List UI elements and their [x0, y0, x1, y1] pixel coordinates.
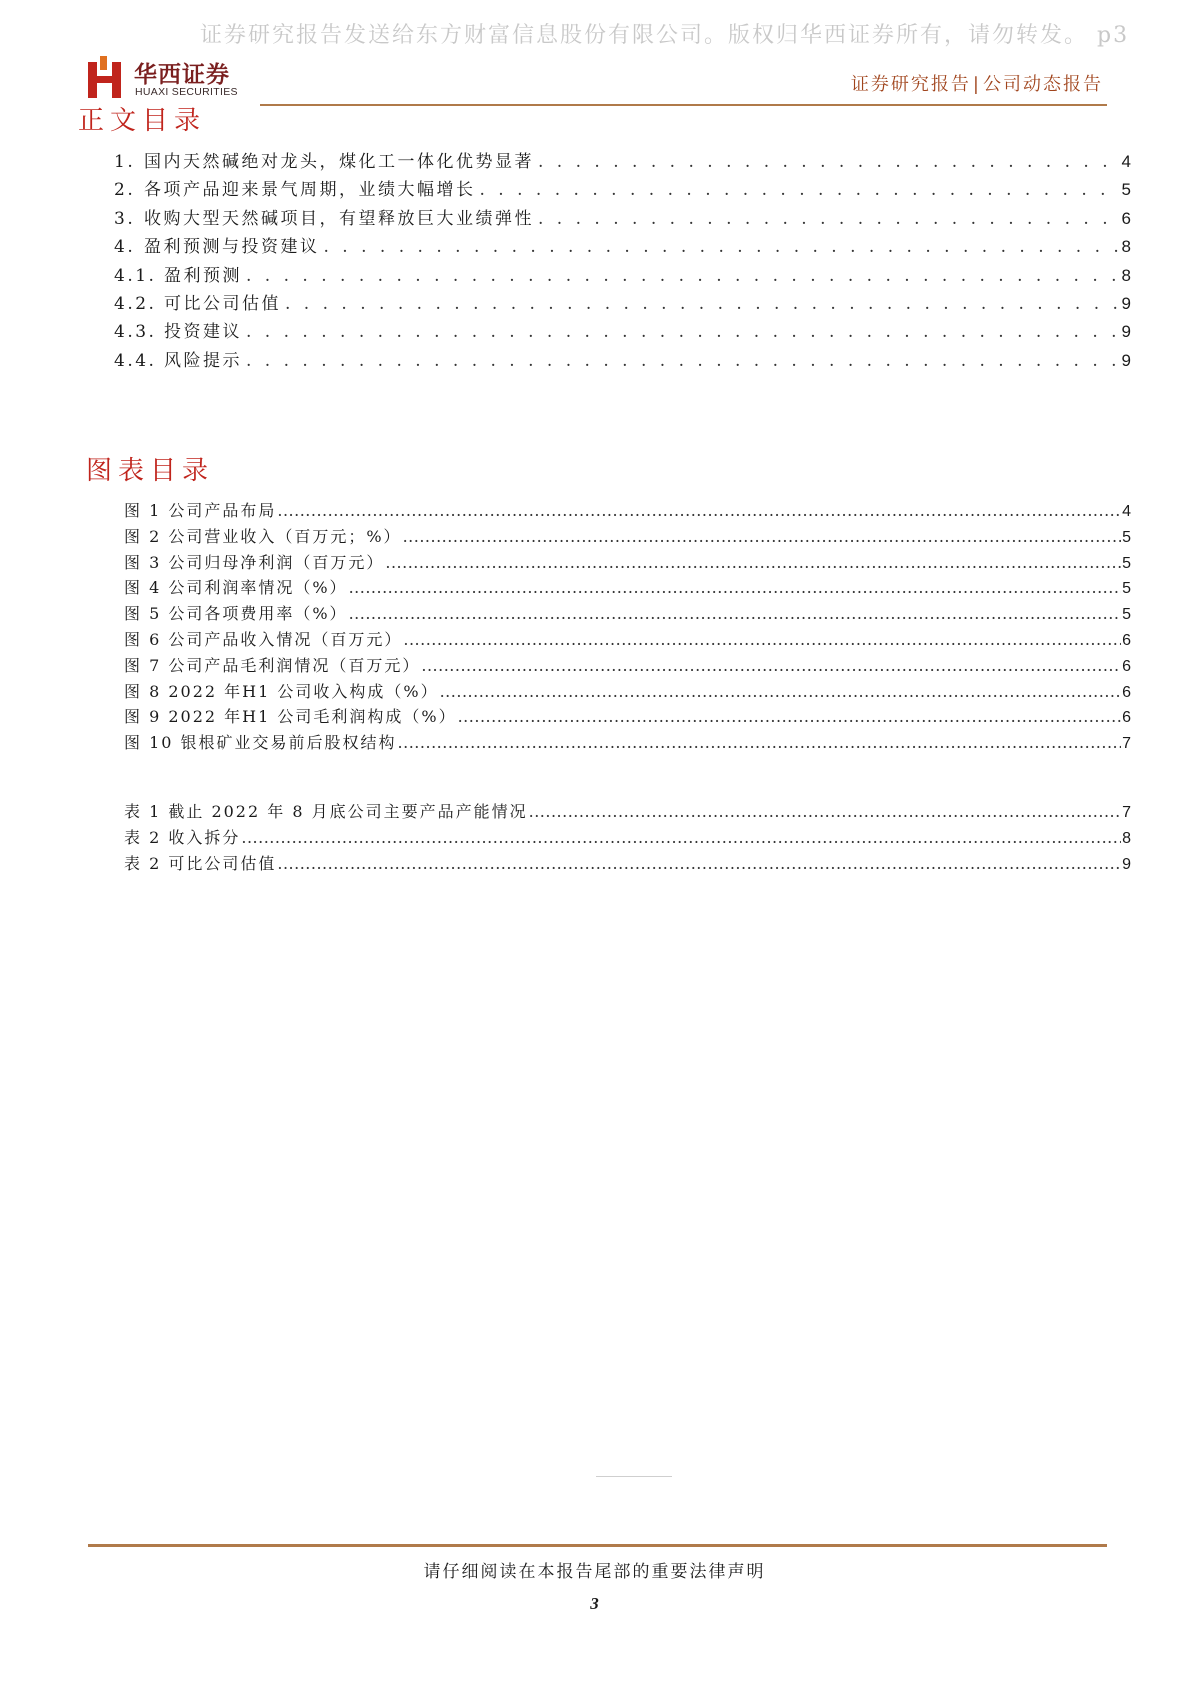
dot-leader — [349, 578, 1122, 597]
figure-entry[interactable] — [124, 550, 1131, 576]
toc-title: 盈利预测与投资建议 — [144, 237, 320, 258]
figure-page: 4 — [1122, 503, 1131, 520]
dot-leader — [421, 656, 1121, 675]
toc-page: 9 — [1121, 293, 1131, 313]
toc-number: 4.4. — [114, 350, 157, 371]
table-page: 8 — [1122, 829, 1131, 847]
report-type-header — [851, 70, 1103, 96]
toc-list — [114, 147, 1131, 374]
figure-label: 图 3 公司归母净利润（百万元） — [124, 552, 385, 572]
figure-label: 图 9 2022 年H1 公司毛利润构成（%） — [124, 707, 457, 727]
figure-label: 图 5 公司各项费用率（%） — [124, 604, 348, 624]
table-entry[interactable] — [124, 851, 1131, 877]
toc-page: 8 — [1121, 265, 1131, 285]
toc-title: 各项产品迎来景气周期，业绩大幅增长 — [144, 180, 476, 201]
figure-label: 图 10 银根矿业交易前后股权结构 — [124, 733, 397, 753]
table-label: 表 1 截止 2022 年 8 月底公司主要产品产能情况 — [124, 802, 528, 821]
toc-title: 国内天然碱绝对龙头，煤化工一体化优势显著 — [144, 152, 534, 172]
dot-leader — [277, 501, 1121, 520]
dot-leader — [403, 630, 1121, 649]
figure-label: 图 7 公司产品毛利润情况（百万元） — [124, 655, 421, 675]
watermark-text: 证券研究报告发送给东方财富信息股份有限公司。版权归华西证券所有，请勿转发。 p3 — [200, 23, 1130, 48]
dot-leader — [241, 828, 1121, 847]
figure-entry[interactable] — [124, 627, 1131, 653]
toc-title: 风险提示 — [164, 350, 242, 371]
dot-leader — [246, 322, 1118, 342]
toc-number: 4. — [114, 237, 136, 258]
dot-leader — [403, 527, 1122, 546]
toc-entry[interactable] — [114, 317, 1131, 345]
figure-label: 图 8 2022 年H1 公司收入构成（%） — [124, 681, 439, 701]
figure-entry[interactable] — [124, 575, 1131, 601]
figure-page: 7 — [1122, 735, 1131, 753]
dot-leader — [385, 553, 1121, 572]
figure-entry[interactable] — [124, 524, 1131, 550]
toc-number: 4.2. — [114, 293, 157, 314]
figure-entry[interactable] — [124, 730, 1131, 756]
toc-page: 5 — [1121, 180, 1131, 200]
table-label: 表 2 收入拆分 — [124, 827, 241, 847]
toc-title: 盈利预测 — [164, 265, 242, 286]
logo-chinese-name: 华西证券 — [134, 62, 230, 88]
dot-leader — [246, 351, 1118, 371]
toc-entry[interactable] — [114, 175, 1131, 203]
figure-label: 图 4 公司利润率情况（%） — [124, 578, 348, 598]
toc-page: 6 — [1121, 208, 1131, 228]
dot-leader — [480, 180, 1118, 200]
figure-page: 6 — [1122, 657, 1131, 675]
dot-leader — [324, 237, 1118, 257]
toc-title: 可比公司估值 — [164, 293, 281, 314]
figure-page: 6 — [1122, 631, 1131, 649]
figure-list — [124, 498, 1131, 756]
table-entry[interactable] — [124, 825, 1131, 851]
dot-leader — [277, 854, 1121, 873]
report-subtype: 公司动态报告 — [983, 74, 1103, 95]
toc-title: 投资建议 — [164, 322, 242, 343]
dot-leader — [246, 266, 1118, 286]
figure-label: 图 6 公司产品收入情况（百万元） — [124, 629, 403, 649]
dot-leader — [349, 604, 1122, 623]
page-number: 3 — [590, 1594, 599, 1613]
figure-page: 6 — [1122, 683, 1131, 701]
toc-number: 4.3. — [114, 322, 157, 343]
figure-label: 图 2 公司营业收入（百万元；%） — [124, 526, 402, 546]
toc-entry[interactable] — [114, 204, 1131, 232]
footer-divider — [88, 1544, 1107, 1547]
header-separator: | — [972, 74, 981, 95]
figure-entry[interactable] — [124, 653, 1131, 679]
logo-english-name: HUAXI SECURITIES — [135, 86, 238, 98]
figure-page: 5 — [1122, 528, 1131, 546]
figure-entry[interactable] — [124, 679, 1131, 705]
figure-entry[interactable] — [124, 704, 1131, 730]
dot-leader — [529, 802, 1121, 821]
dot-leader — [538, 152, 1118, 172]
figure-entry[interactable] — [124, 498, 1131, 524]
figure-entry[interactable] — [124, 601, 1131, 627]
faint-mark — [596, 1476, 672, 1477]
toc-entry[interactable] — [114, 261, 1131, 289]
toc-entry[interactable] — [114, 147, 1131, 175]
toc-page: 9 — [1121, 350, 1131, 370]
figure-label: 图 1 公司产品布局 — [124, 501, 277, 520]
figure-page: 6 — [1122, 709, 1131, 727]
table-page: 7 — [1122, 804, 1131, 821]
toc-title: 收购大型天然碱项目，有望释放巨大业绩弹性 — [144, 208, 534, 229]
table-list — [124, 799, 1131, 876]
toc-page: 4 — [1121, 152, 1131, 171]
company-logo — [86, 56, 246, 102]
toc-number: 4.1. — [114, 265, 157, 286]
table-label: 表 2 可比公司估值 — [124, 853, 277, 873]
dot-leader — [458, 707, 1122, 726]
figure-page: 5 — [1122, 554, 1131, 572]
toc-heading: 正文目录 — [78, 106, 207, 136]
figures-heading: 图表目录 — [86, 456, 215, 486]
table-entry[interactable] — [124, 799, 1131, 825]
figure-page: 5 — [1122, 580, 1131, 598]
legal-notice: 请仔细阅读在本报告尾部的重要法律声明 — [423, 1562, 766, 1582]
toc-page: 8 — [1121, 237, 1131, 257]
dot-leader — [538, 209, 1118, 229]
toc-number: 1. — [114, 152, 136, 172]
toc-page: 9 — [1121, 322, 1131, 342]
header-divider — [260, 104, 1107, 106]
report-type: 证券研究报告 — [850, 74, 971, 95]
dot-leader — [285, 294, 1118, 314]
toc-entry[interactable] — [114, 289, 1131, 317]
figure-page: 5 — [1122, 606, 1131, 624]
dot-leader — [440, 682, 1122, 701]
dot-leader — [398, 733, 1122, 752]
toc-entry[interactable] — [114, 232, 1131, 260]
huaxi-logo-icon — [86, 56, 126, 100]
toc-entry[interactable] — [114, 346, 1131, 374]
toc-number: 2. — [114, 180, 136, 201]
toc-number: 3. — [114, 208, 136, 229]
table-page: 9 — [1122, 855, 1131, 873]
